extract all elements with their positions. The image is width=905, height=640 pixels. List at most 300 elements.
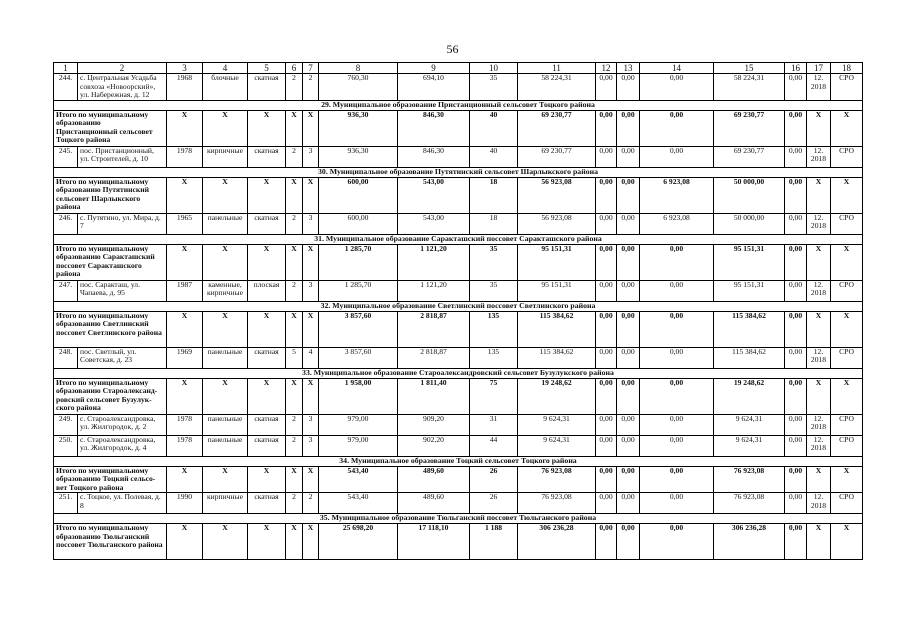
total-cell: X	[286, 378, 303, 414]
cell: 2	[286, 493, 303, 514]
total-cell: 0,00	[596, 244, 617, 280]
cell: 0,00	[617, 74, 640, 101]
building-row	[54, 213, 863, 234]
completion-date: 12. 2018	[807, 347, 831, 368]
total-cell: 0,00	[596, 311, 617, 347]
column-number-10: 10	[470, 63, 518, 74]
cell: 0,00	[617, 347, 640, 368]
completion-date: 12. 2018	[807, 74, 831, 101]
cell: 5	[286, 347, 303, 368]
building-address: с. Староалександровка, ул. Жилгородок, д. 4	[78, 435, 167, 456]
row-number: 245.	[54, 146, 78, 167]
row-number: 250.	[54, 435, 78, 456]
total-cell: 0,00	[596, 177, 617, 213]
cell: 2	[286, 414, 303, 435]
column-number-row	[54, 63, 863, 74]
building-address: с. Староалександровка, ул. Жилгородок, д. 2	[78, 414, 167, 435]
column-number-17: 17	[807, 63, 831, 74]
total-cell: 6 923,08	[640, 177, 714, 213]
column-number-4: 4	[203, 63, 248, 74]
total-cell: X	[831, 466, 863, 493]
total-cell: X	[167, 110, 203, 146]
housing-register-table	[53, 62, 863, 560]
total-cell: 0,00	[785, 524, 807, 560]
cell: 0,00	[785, 414, 807, 435]
total-label: Итого по муниципальному образованию Светлинский поссовет Светлинского района	[54, 311, 167, 347]
cell: 0,00	[596, 74, 617, 101]
cell: 543,00	[398, 213, 470, 234]
total-cell: 0,00	[596, 378, 617, 414]
cell: 2	[303, 493, 319, 514]
cell: 0,00	[640, 74, 714, 101]
funding-method: СРО	[831, 280, 863, 301]
cell: каменные, кирпичные	[203, 280, 248, 301]
column-number-11: 11	[518, 63, 596, 74]
funding-method: СРО	[831, 493, 863, 514]
total-cell: 18	[470, 177, 518, 213]
column-number-13: 13	[617, 63, 640, 74]
cell: 1987	[167, 280, 203, 301]
building-address: с. Центральная Усадьба совхоза «Новоорский», ул. Набережная, д. 12	[78, 74, 167, 101]
total-cell: X	[303, 466, 319, 493]
cell: 0,00	[596, 435, 617, 456]
cell: 18	[470, 213, 518, 234]
total-label: Итого по муниципальному образованию Тюльганский поссовет Тюльганского района	[54, 524, 167, 560]
cell: 3	[303, 414, 319, 435]
funding-method: СРО	[831, 74, 863, 101]
cell: кирпичные	[203, 493, 248, 514]
column-number-6: 6	[286, 63, 303, 74]
total-cell: 1 188	[470, 524, 518, 560]
total-cell: X	[807, 466, 831, 493]
total-cell: 0,00	[785, 311, 807, 347]
total-cell: X	[203, 378, 248, 414]
cell: 95 151,31	[518, 280, 596, 301]
total-cell: X	[807, 311, 831, 347]
cell: 6 923,08	[640, 213, 714, 234]
cell: 489,60	[398, 493, 470, 514]
cell: скатная	[248, 146, 286, 167]
cell: 0,00	[785, 493, 807, 514]
total-cell: 0,00	[617, 177, 640, 213]
cell: 4	[303, 347, 319, 368]
cell: 2 818,87	[398, 347, 470, 368]
total-cell: X	[831, 311, 863, 347]
cell: 26	[470, 493, 518, 514]
cell: 9 624,31	[714, 435, 785, 456]
cell: 0,00	[785, 74, 807, 101]
cell: 979,00	[319, 435, 398, 456]
cell: 694,10	[398, 74, 470, 101]
total-cell: 600,00	[319, 177, 398, 213]
cell: 0,00	[596, 280, 617, 301]
cell: скатная	[248, 347, 286, 368]
total-cell: 1 285,70	[319, 244, 398, 280]
total-cell: 0,00	[640, 244, 714, 280]
cell: скатная	[248, 435, 286, 456]
total-cell: X	[303, 378, 319, 414]
completion-date: 12. 2018	[807, 493, 831, 514]
cell: 1978	[167, 414, 203, 435]
total-cell: 1 958,00	[319, 378, 398, 414]
cell: 9 624,31	[518, 414, 596, 435]
cell: панельные	[203, 347, 248, 368]
total-cell: 0,00	[785, 177, 807, 213]
cell: 0,00	[785, 347, 807, 368]
total-cell: X	[248, 244, 286, 280]
total-cell: X	[286, 311, 303, 347]
cell: 0,00	[617, 414, 640, 435]
column-number-7: 7	[303, 63, 319, 74]
cell: 0,00	[596, 414, 617, 435]
total-cell: X	[303, 311, 319, 347]
total-cell: 95 151,31	[518, 244, 596, 280]
column-number-16: 16	[785, 63, 807, 74]
total-cell: 95 151,31	[714, 244, 785, 280]
total-cell: 76 923,08	[714, 466, 785, 493]
total-cell: 75	[470, 378, 518, 414]
column-number-14: 14	[640, 63, 714, 74]
total-cell: 19 248,62	[518, 378, 596, 414]
row-number: 251.	[54, 493, 78, 514]
total-cell: X	[286, 244, 303, 280]
cell: плоская	[248, 280, 286, 301]
total-cell: 0,00	[617, 311, 640, 347]
total-cell: 0,00	[640, 311, 714, 347]
cell: 0,00	[640, 280, 714, 301]
cell: 135	[470, 347, 518, 368]
funding-method: СРО	[831, 414, 863, 435]
total-cell: 69 230,77	[518, 110, 596, 146]
building-address: с. Путятино, ул. Мира, д. 7	[78, 213, 167, 234]
total-label: Итого по муниципальному образованию Пристанционный сельсовет Тоцкого района	[54, 110, 167, 146]
building-address: пос. Светлый, ул. Советская, д. 23	[78, 347, 167, 368]
building-address: пос. Саракташ, ул. Чапаева, д. 95	[78, 280, 167, 301]
total-label: Итого по муниципальному образованию Тоцкий сельсо-вет Тоцкого района	[54, 466, 167, 493]
cell: 1978	[167, 146, 203, 167]
total-cell: 0,00	[785, 378, 807, 414]
cell: 1 121,20	[398, 280, 470, 301]
cell: 0,00	[596, 213, 617, 234]
cell: скатная	[248, 213, 286, 234]
cell: 909,20	[398, 414, 470, 435]
total-cell: X	[203, 466, 248, 493]
cell: 58 224,31	[714, 74, 785, 101]
total-cell: 0,00	[640, 378, 714, 414]
cell: 0,00	[640, 146, 714, 167]
building-row	[54, 74, 863, 101]
completion-date: 12. 2018	[807, 435, 831, 456]
completion-date: 12. 2018	[807, 280, 831, 301]
total-cell: 0,00	[640, 466, 714, 493]
section-heading-row	[54, 514, 863, 524]
total-cell: X	[303, 110, 319, 146]
total-cell: 0,00	[596, 524, 617, 560]
total-cell: 0,00	[785, 244, 807, 280]
cell: 115 384,62	[518, 347, 596, 368]
total-cell: X	[167, 378, 203, 414]
cell: 979,00	[319, 414, 398, 435]
cell: 3 857,60	[319, 347, 398, 368]
cell: 0,00	[617, 146, 640, 167]
total-cell: X	[167, 524, 203, 560]
total-cell: X	[248, 466, 286, 493]
cell: 3	[303, 280, 319, 301]
total-cell: 56 923,08	[518, 177, 596, 213]
total-cell: 1 121,20	[398, 244, 470, 280]
section-heading: 31. Муниципальное образование Саракташский поссовет Саракташского района	[54, 234, 863, 244]
total-cell: 35	[470, 244, 518, 280]
total-cell: 306 236,28	[714, 524, 785, 560]
total-cell: X	[248, 110, 286, 146]
cell: панельные	[203, 414, 248, 435]
total-cell: X	[303, 524, 319, 560]
total-cell: 846,30	[398, 110, 470, 146]
municipality-total-row	[54, 244, 863, 280]
cell: 69 230,77	[714, 146, 785, 167]
cell: 2	[286, 280, 303, 301]
cell: 0,00	[617, 213, 640, 234]
cell: 0,00	[785, 146, 807, 167]
section-heading-row	[54, 234, 863, 244]
cell: 846,30	[398, 146, 470, 167]
cell: 58 224,31	[518, 74, 596, 101]
cell: 0,00	[596, 493, 617, 514]
building-row	[54, 435, 863, 456]
cell: 0,00	[785, 213, 807, 234]
total-cell: 0,00	[617, 244, 640, 280]
column-number-1: 1	[54, 63, 78, 74]
total-cell: 19 248,62	[714, 378, 785, 414]
total-cell: X	[167, 244, 203, 280]
municipality-total-row	[54, 110, 863, 146]
section-heading: 35. Муниципальное образование Тюльганский поссовет Тюльганского района	[54, 514, 863, 524]
total-cell: 115 384,62	[518, 311, 596, 347]
cell: 2	[286, 146, 303, 167]
total-cell: 0,00	[617, 110, 640, 146]
total-cell: 26	[470, 466, 518, 493]
building-row	[54, 414, 863, 435]
building-address: с. Тоцкое, ул. Полевая, д. 8	[78, 493, 167, 514]
section-heading: 33. Муниципальное образование Староалександровский сельсовет Бузулукского района	[54, 368, 863, 378]
total-cell: X	[831, 244, 863, 280]
column-number-2: 2	[78, 63, 167, 74]
municipality-total-row	[54, 311, 863, 347]
cell: 1965	[167, 213, 203, 234]
cell: блочные	[203, 74, 248, 101]
total-cell: X	[248, 378, 286, 414]
cell: 0,00	[617, 493, 640, 514]
total-cell: X	[303, 177, 319, 213]
cell: 600,00	[319, 213, 398, 234]
column-number-12: 12	[596, 63, 617, 74]
cell: 95 151,31	[714, 280, 785, 301]
total-cell: X	[831, 177, 863, 213]
total-cell: 489,60	[398, 466, 470, 493]
total-cell: X	[807, 177, 831, 213]
cell: 44	[470, 435, 518, 456]
total-cell: 0,00	[617, 466, 640, 493]
cell: 0,00	[596, 146, 617, 167]
total-cell: X	[248, 177, 286, 213]
cell: 902,20	[398, 435, 470, 456]
cell: скатная	[248, 74, 286, 101]
total-cell: 69 230,77	[714, 110, 785, 146]
cell: 115 384,62	[714, 347, 785, 368]
completion-date: 12. 2018	[807, 213, 831, 234]
total-cell: X	[303, 244, 319, 280]
row-number: 248.	[54, 347, 78, 368]
total-cell: 50 000,00	[714, 177, 785, 213]
total-cell: X	[248, 524, 286, 560]
total-cell: 17 118,10	[398, 524, 470, 560]
cell: 50 000,00	[714, 213, 785, 234]
section-heading-row	[54, 368, 863, 378]
cell: кирпичные	[203, 146, 248, 167]
page-number: 56	[446, 42, 459, 56]
section-heading-row	[54, 100, 863, 110]
section-heading: 29. Муниципальное образование Пристанционный сельсовет Тоцкого района	[54, 100, 863, 110]
total-cell: X	[203, 110, 248, 146]
column-number-5: 5	[248, 63, 286, 74]
building-row	[54, 347, 863, 368]
cell: 543,40	[319, 493, 398, 514]
total-cell: X	[203, 177, 248, 213]
total-cell: X	[167, 466, 203, 493]
total-cell: X	[248, 311, 286, 347]
total-cell: X	[831, 524, 863, 560]
total-cell: 0,00	[785, 466, 807, 493]
municipality-total-row	[54, 466, 863, 493]
cell: 760,30	[319, 74, 398, 101]
total-cell: X	[203, 311, 248, 347]
section-heading: 34. Муниципальное образование Тоцкий сельсовет Тоцкого района	[54, 456, 863, 466]
total-cell: 2 818,87	[398, 311, 470, 347]
cell: 1 285,70	[319, 280, 398, 301]
building-row	[54, 280, 863, 301]
cell: скатная	[248, 414, 286, 435]
cell: 0,00	[640, 414, 714, 435]
total-cell: 0,00	[596, 110, 617, 146]
total-cell: X	[167, 177, 203, 213]
funding-method: СРО	[831, 146, 863, 167]
funding-method: СРО	[831, 347, 863, 368]
total-cell: 115 384,62	[714, 311, 785, 347]
total-cell: 25 698,20	[319, 524, 398, 560]
total-label: Итого по муниципальному образованию Путятинский сельсовет Шарлыкского района	[54, 177, 167, 213]
total-cell: 543,00	[398, 177, 470, 213]
total-cell: X	[203, 244, 248, 280]
total-cell: 0,00	[640, 524, 714, 560]
cell: 0,00	[617, 280, 640, 301]
cell: 56 923,08	[518, 213, 596, 234]
total-cell: X	[286, 177, 303, 213]
row-number: 247.	[54, 280, 78, 301]
cell: 35	[470, 74, 518, 101]
cell: 1968	[167, 74, 203, 101]
total-cell: 0,00	[596, 466, 617, 493]
cell: 0,00	[617, 435, 640, 456]
total-cell: 3 857,60	[319, 311, 398, 347]
column-number-9: 9	[398, 63, 470, 74]
section-heading-row	[54, 301, 863, 311]
municipality-total-row	[54, 177, 863, 213]
completion-date: 12. 2018	[807, 146, 831, 167]
total-cell: X	[286, 466, 303, 493]
cell: 2	[286, 74, 303, 101]
cell: 1978	[167, 435, 203, 456]
row-number: 244.	[54, 74, 78, 101]
funding-method: СРО	[831, 435, 863, 456]
municipality-total-row	[54, 378, 863, 414]
total-cell: 1 811,40	[398, 378, 470, 414]
cell: 2	[286, 213, 303, 234]
total-cell: 40	[470, 110, 518, 146]
total-cell: X	[807, 378, 831, 414]
total-cell: 0,00	[617, 378, 640, 414]
cell: 76 923,08	[518, 493, 596, 514]
total-cell: X	[831, 110, 863, 146]
building-address: пос. Пристанционный, ул. Строителей, д. 10	[78, 146, 167, 167]
total-cell: X	[807, 244, 831, 280]
total-cell: 76 923,08	[518, 466, 596, 493]
section-heading-row	[54, 456, 863, 466]
cell: 9 624,31	[518, 435, 596, 456]
cell: 76 923,08	[714, 493, 785, 514]
total-cell: 306 236,28	[518, 524, 596, 560]
cell: 936,30	[319, 146, 398, 167]
funding-method: СРО	[831, 213, 863, 234]
total-cell: X	[807, 524, 831, 560]
cell: 3	[303, 435, 319, 456]
cell: 0,00	[640, 347, 714, 368]
cell: 3	[303, 213, 319, 234]
column-number-8: 8	[319, 63, 398, 74]
total-cell: X	[286, 524, 303, 560]
total-cell: 0,00	[640, 110, 714, 146]
cell: панельные	[203, 213, 248, 234]
total-cell: 543,40	[319, 466, 398, 493]
cell: 0,00	[596, 347, 617, 368]
total-cell: 936,30	[319, 110, 398, 146]
total-cell: 0,00	[785, 110, 807, 146]
column-number-18: 18	[831, 63, 863, 74]
cell: 2	[286, 435, 303, 456]
cell: 40	[470, 146, 518, 167]
cell: 1969	[167, 347, 203, 368]
section-heading: 32. Муниципальное образование Светлинский поссовет Светлинского района	[54, 301, 863, 311]
cell: 2	[303, 74, 319, 101]
building-row	[54, 146, 863, 167]
section-heading: 30. Муниципальное образование Путятинский сельсовет Шарлыкского района	[54, 167, 863, 177]
row-number: 246.	[54, 213, 78, 234]
total-cell: X	[167, 311, 203, 347]
cell: панельные	[203, 435, 248, 456]
row-number: 249.	[54, 414, 78, 435]
cell: 31	[470, 414, 518, 435]
cell: 1990	[167, 493, 203, 514]
completion-date: 12. 2018	[807, 414, 831, 435]
cell: 0,00	[785, 280, 807, 301]
total-cell: 135	[470, 311, 518, 347]
cell: 69 230,77	[518, 146, 596, 167]
cell: 3	[303, 146, 319, 167]
total-label: Итого по муниципальному образованию Староалександ-ровский сельсовет Бузулук-ского района	[54, 378, 167, 414]
total-cell: X	[807, 110, 831, 146]
cell: 0,00	[640, 435, 714, 456]
building-row	[54, 493, 863, 514]
municipality-total-row	[54, 524, 863, 560]
